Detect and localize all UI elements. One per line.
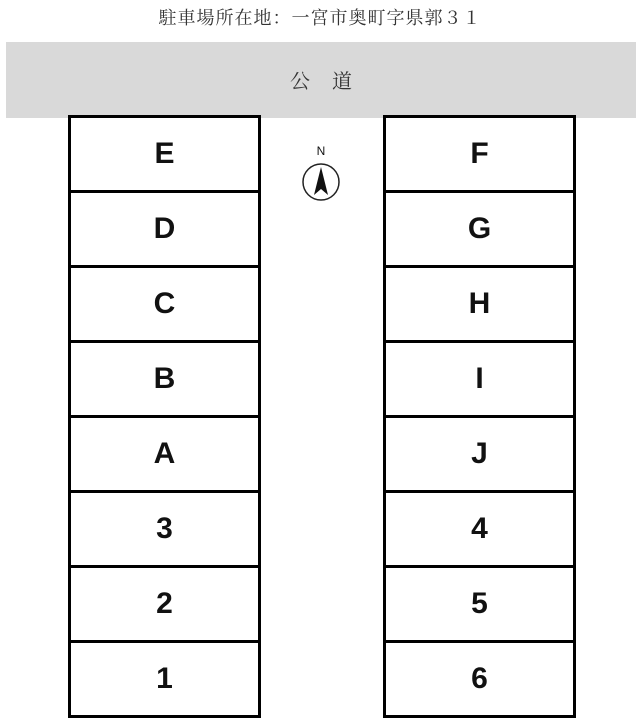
parking-space-J: J	[386, 418, 573, 493]
parking-column-left	[68, 115, 261, 718]
north-arrow-icon	[298, 142, 344, 204]
parking-space-2: 2	[71, 568, 258, 643]
page-title: 駐車場所在地：一宮市奥町字県郭３１	[158, 8, 482, 29]
compass-label: N	[316, 144, 326, 158]
road-label: 公道	[290, 69, 374, 93]
parking-space-D: D	[71, 193, 258, 268]
parking-space-E: E	[71, 118, 258, 193]
parking-space-A: A	[71, 418, 258, 493]
parking-space-G: G	[386, 193, 573, 268]
parking-space-F: F	[386, 118, 573, 193]
parking-space-4: 4	[386, 493, 573, 568]
parking-space-C: C	[71, 268, 258, 343]
public-road	[6, 42, 636, 118]
parking-space-5: 5	[386, 568, 573, 643]
parking-space-3: 3	[71, 493, 258, 568]
parking-space-1: 1	[71, 643, 258, 718]
parking-space-H: H	[386, 268, 573, 343]
parking-space-I: I	[386, 343, 573, 418]
parking-space-6: 6	[386, 643, 573, 718]
parking-space-B: B	[71, 343, 258, 418]
parking-column-right	[383, 115, 576, 718]
